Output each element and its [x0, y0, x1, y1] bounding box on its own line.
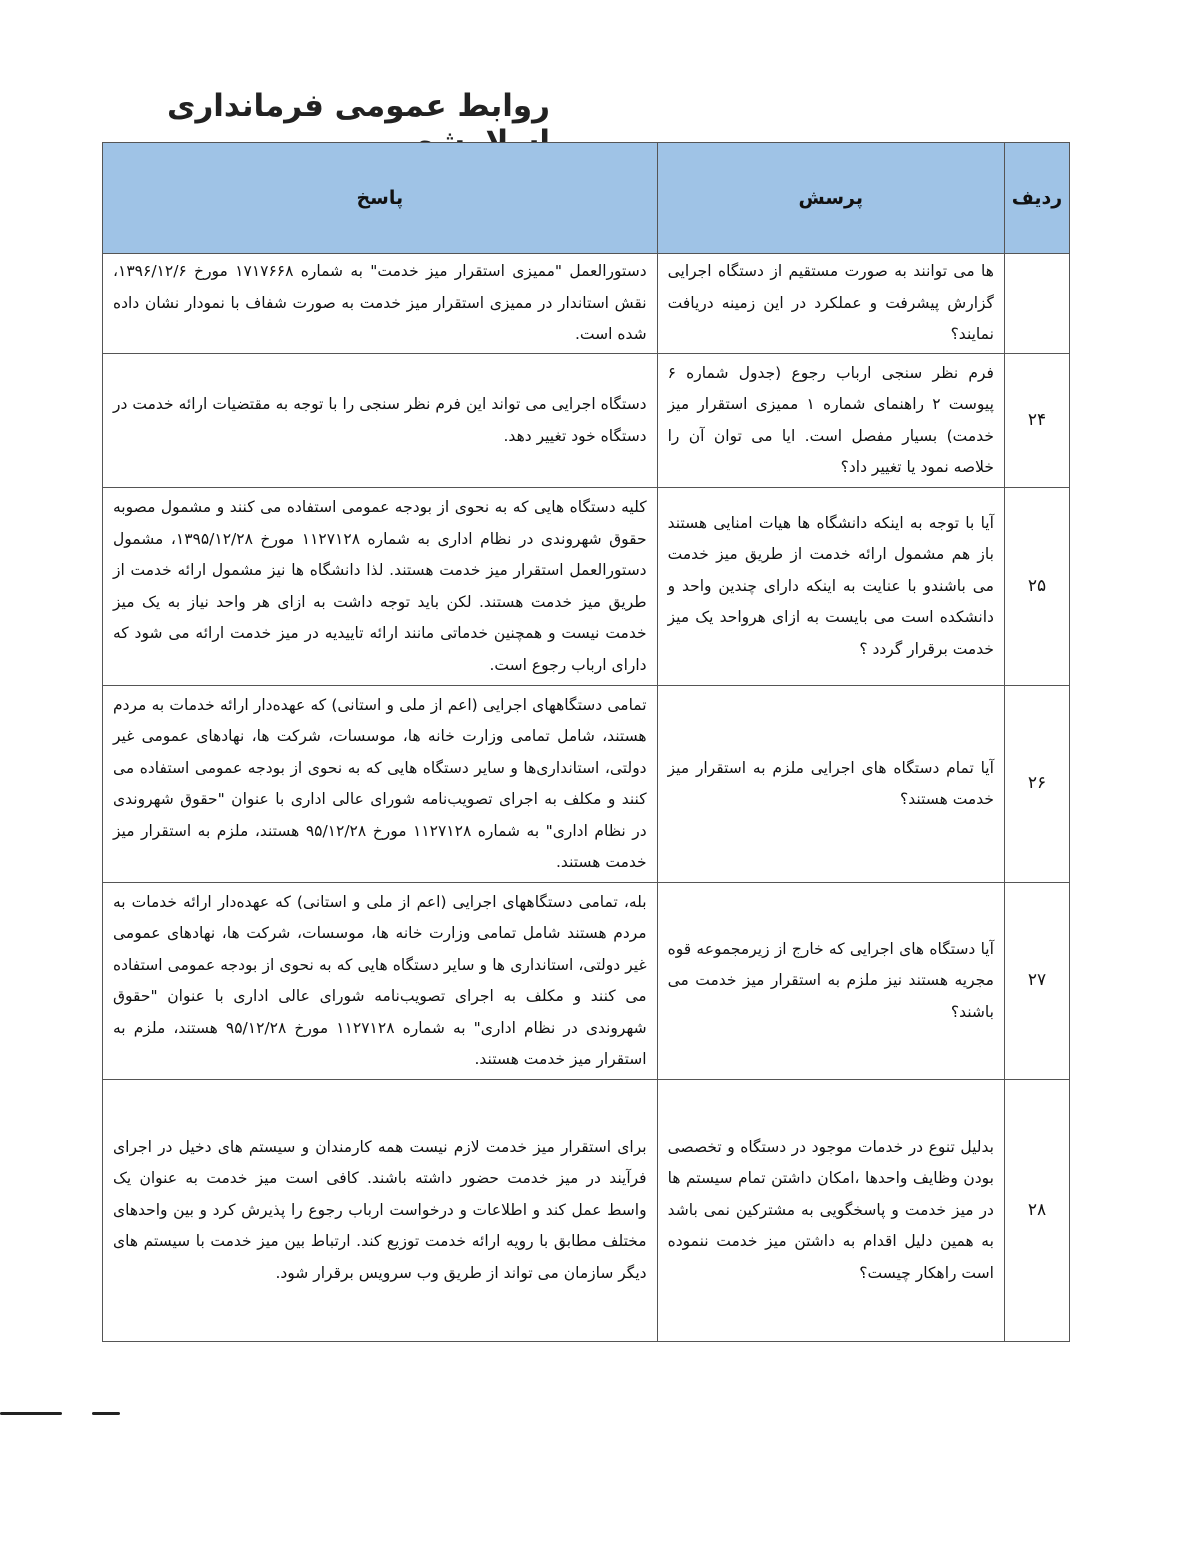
- row-number: [1004, 254, 1069, 354]
- answer-text: تمامی دستگاههای اجرایی (اعم از ملی و استانی) که عهده‌دار ارائه خدمات به مردم هستند، شامل تمامی وزارت خانه ها، موسسات، شرکت ها، نهادهای عمومی غیر دولتی، استانداری‌ها و سایر دستگاه هایی که به نحوی از بودجه عمومی استفاده می کنند و مکلف به اجرای تصویب‌نامه شورای عالی اداری با عنوان "حقوق شهروندی در نظام اداری" به شماره ۱۱۲۷۱۲۸ مورخ ۹۵/۱۲/۲۸ هستند، ملزم به استقرار میز خدمت هستند.: [113, 695, 647, 871]
- question-cell: [657, 883, 1004, 1080]
- page-title: روابط عمومی فرمانداری: [167, 88, 550, 124]
- row-number: ۲۸: [1004, 1080, 1069, 1342]
- question-cell: [657, 254, 1004, 354]
- question-text: آیا تمام دستگاه های اجرایی ملزم به استقرار میز خدمت هستند؟: [667, 758, 994, 808]
- answer-cell: [103, 686, 658, 883]
- row-number: ۲۶: [1004, 686, 1069, 883]
- table-header-row: [103, 143, 1070, 254]
- question-cell: [657, 1080, 1004, 1342]
- row-number: ۲۴: [1004, 354, 1069, 488]
- question-text: بدلیل تنوع در خدمات موجود در دستگاه و تخصصی بودن وظایف واحدها ،امکان داشتن تمام سیستم ها در میز خدمت و پاسخگویی به مشترکین نمی باشد به همین دلیل اقدام به داشتن میز خدمت ننموده است راهکار چیست؟: [667, 1137, 994, 1282]
- header-question: پرسش: [657, 143, 1004, 254]
- answer-text: دستگاه اجرایی می تواند این فرم نظر سنجی را با توجه به مقتضیات ارائه خدمت در دستگاه خود تغییر دهد.: [113, 395, 647, 445]
- answer-cell: [103, 354, 658, 488]
- question-text: فرم نظر سنجی ارباب رجوع (جدول شماره ۶ پیوست ۲ راهنمای شماره ۱ ممیزی استقرار میز خدمت) بسیار مفصل است. ایا می توان آن را خلاصه نمود یا تغییر داد؟: [667, 363, 994, 476]
- answer-text: بله، تمامی دستگاههای اجرایی (اعم از ملی و استانی) که عهده‌دار ارائه خدمات به مردم هستند شامل تمامی وزارت خانه ها، موسسات، شرکت ها، نهادهای عمومی غیر دولتی، استانداری ها و سایر دستگاه هایی که به نحوی از بودجه عمومی استفاده می کنند و مکلف به اجرای تصویب‌نامه شورای عالی اداری با عنوان "حقوق شهروندی در نظام اداری" به شماره ۱۱۲۷۱۲۸ مورخ ۹۵/۱۲/۲۸ هستند، ملزم به استقرار میز خدمت هستند.: [113, 892, 647, 1068]
- row-number: ۲۷: [1004, 883, 1069, 1080]
- question-cell: [657, 686, 1004, 883]
- answer-cell: [103, 883, 658, 1080]
- page-edge-mark: [0, 1412, 120, 1417]
- table-row: [103, 1080, 1070, 1342]
- table-row: [103, 354, 1070, 488]
- header-row-number: ردیف: [1004, 143, 1069, 254]
- table-row: [103, 883, 1070, 1080]
- header-answer: پاسخ: [103, 143, 658, 254]
- table-row: [103, 254, 1070, 354]
- answer-cell: [103, 488, 658, 686]
- answer-text: دستورالعمل "ممیزی استقرار میز خدمت" به شماره ۱۷۱۷۶۶۸ مورخ ۱۳۹۶/۱۲/۶، نقش استاندار در ممیزی استقرار میز خدمت به صورت شفاف با نمودار نشان داده شده است.: [113, 262, 647, 344]
- answer-cell: [103, 1080, 658, 1342]
- table-row: [103, 488, 1070, 686]
- row-number: ۲۵: [1004, 488, 1069, 686]
- table-row: [103, 686, 1070, 883]
- question-cell: [657, 354, 1004, 488]
- answer-cell: [103, 254, 658, 354]
- question-text: آیا با توجه به اینکه دانشگاه ها هیات امنایی هستند باز هم مشمول ارائه خدمت از طریق میز خدمت می باشندو با عنایت به اینکه دارای چندین واحد و دانشکده است می بایست به ازای هرواحد یک میز خدمت برقرار گردد ؟: [667, 513, 994, 658]
- answer-text: کلیه دستگاه هایی که به نحوی از بودجه عمومی استفاده می کنند و مشمول مصوبه حقوق شهروندی در نظام اداری به شماره ۱۱۲۷۱۲۸ مورخ ۱۳۹۵/۱۲/۲۸، مشمول دستورالعمل استقرار میز خدمت هستند. لذا دانشگاه ها نیز مشمول ارائه خدمت از طریق میز خدمت هستند. لکن باید توجه داشت به ازای هر واحد نیاز به یک میز خدمت نیست و همچنین خدماتی مانند ارائه تاییدیه در میز خدمت ارائه می شود که دارای ارباب رجوع است.: [113, 498, 647, 674]
- question-text: ها می توانند به صورت مستقیم از دستگاه اجرایی گزارش پیشرفت و عملکرد در این زمینه دریافت نمایند؟: [667, 262, 994, 344]
- answer-text: برای استقرار میز خدمت لازم نیست همه کارمندان و سیستم های دخیل در اجرای فرآیند در میز خدمت حضور داشته باشند. کافی است میز خدمت به عنوان یک واسط عمل کند و اطلاعات و درخواست ارباب رجوع را پذیرش کرد و بین واحدهای مختلف مطابق با رویه ارائه خدمت توزیع کند. ارتباط بین میز خدمت با سیستم های دیگر سازمان می تواند از طریق وب سرویس برقرار شود.: [113, 1137, 647, 1282]
- question-cell: [657, 488, 1004, 686]
- qa-table: [102, 142, 1070, 1342]
- question-text: آیا دستگاه های اجرایی که خارج از زیرمجموعه قوه مجریه هستند نیز ملزم به استقرار میز خدمت می باشند؟: [667, 939, 994, 1021]
